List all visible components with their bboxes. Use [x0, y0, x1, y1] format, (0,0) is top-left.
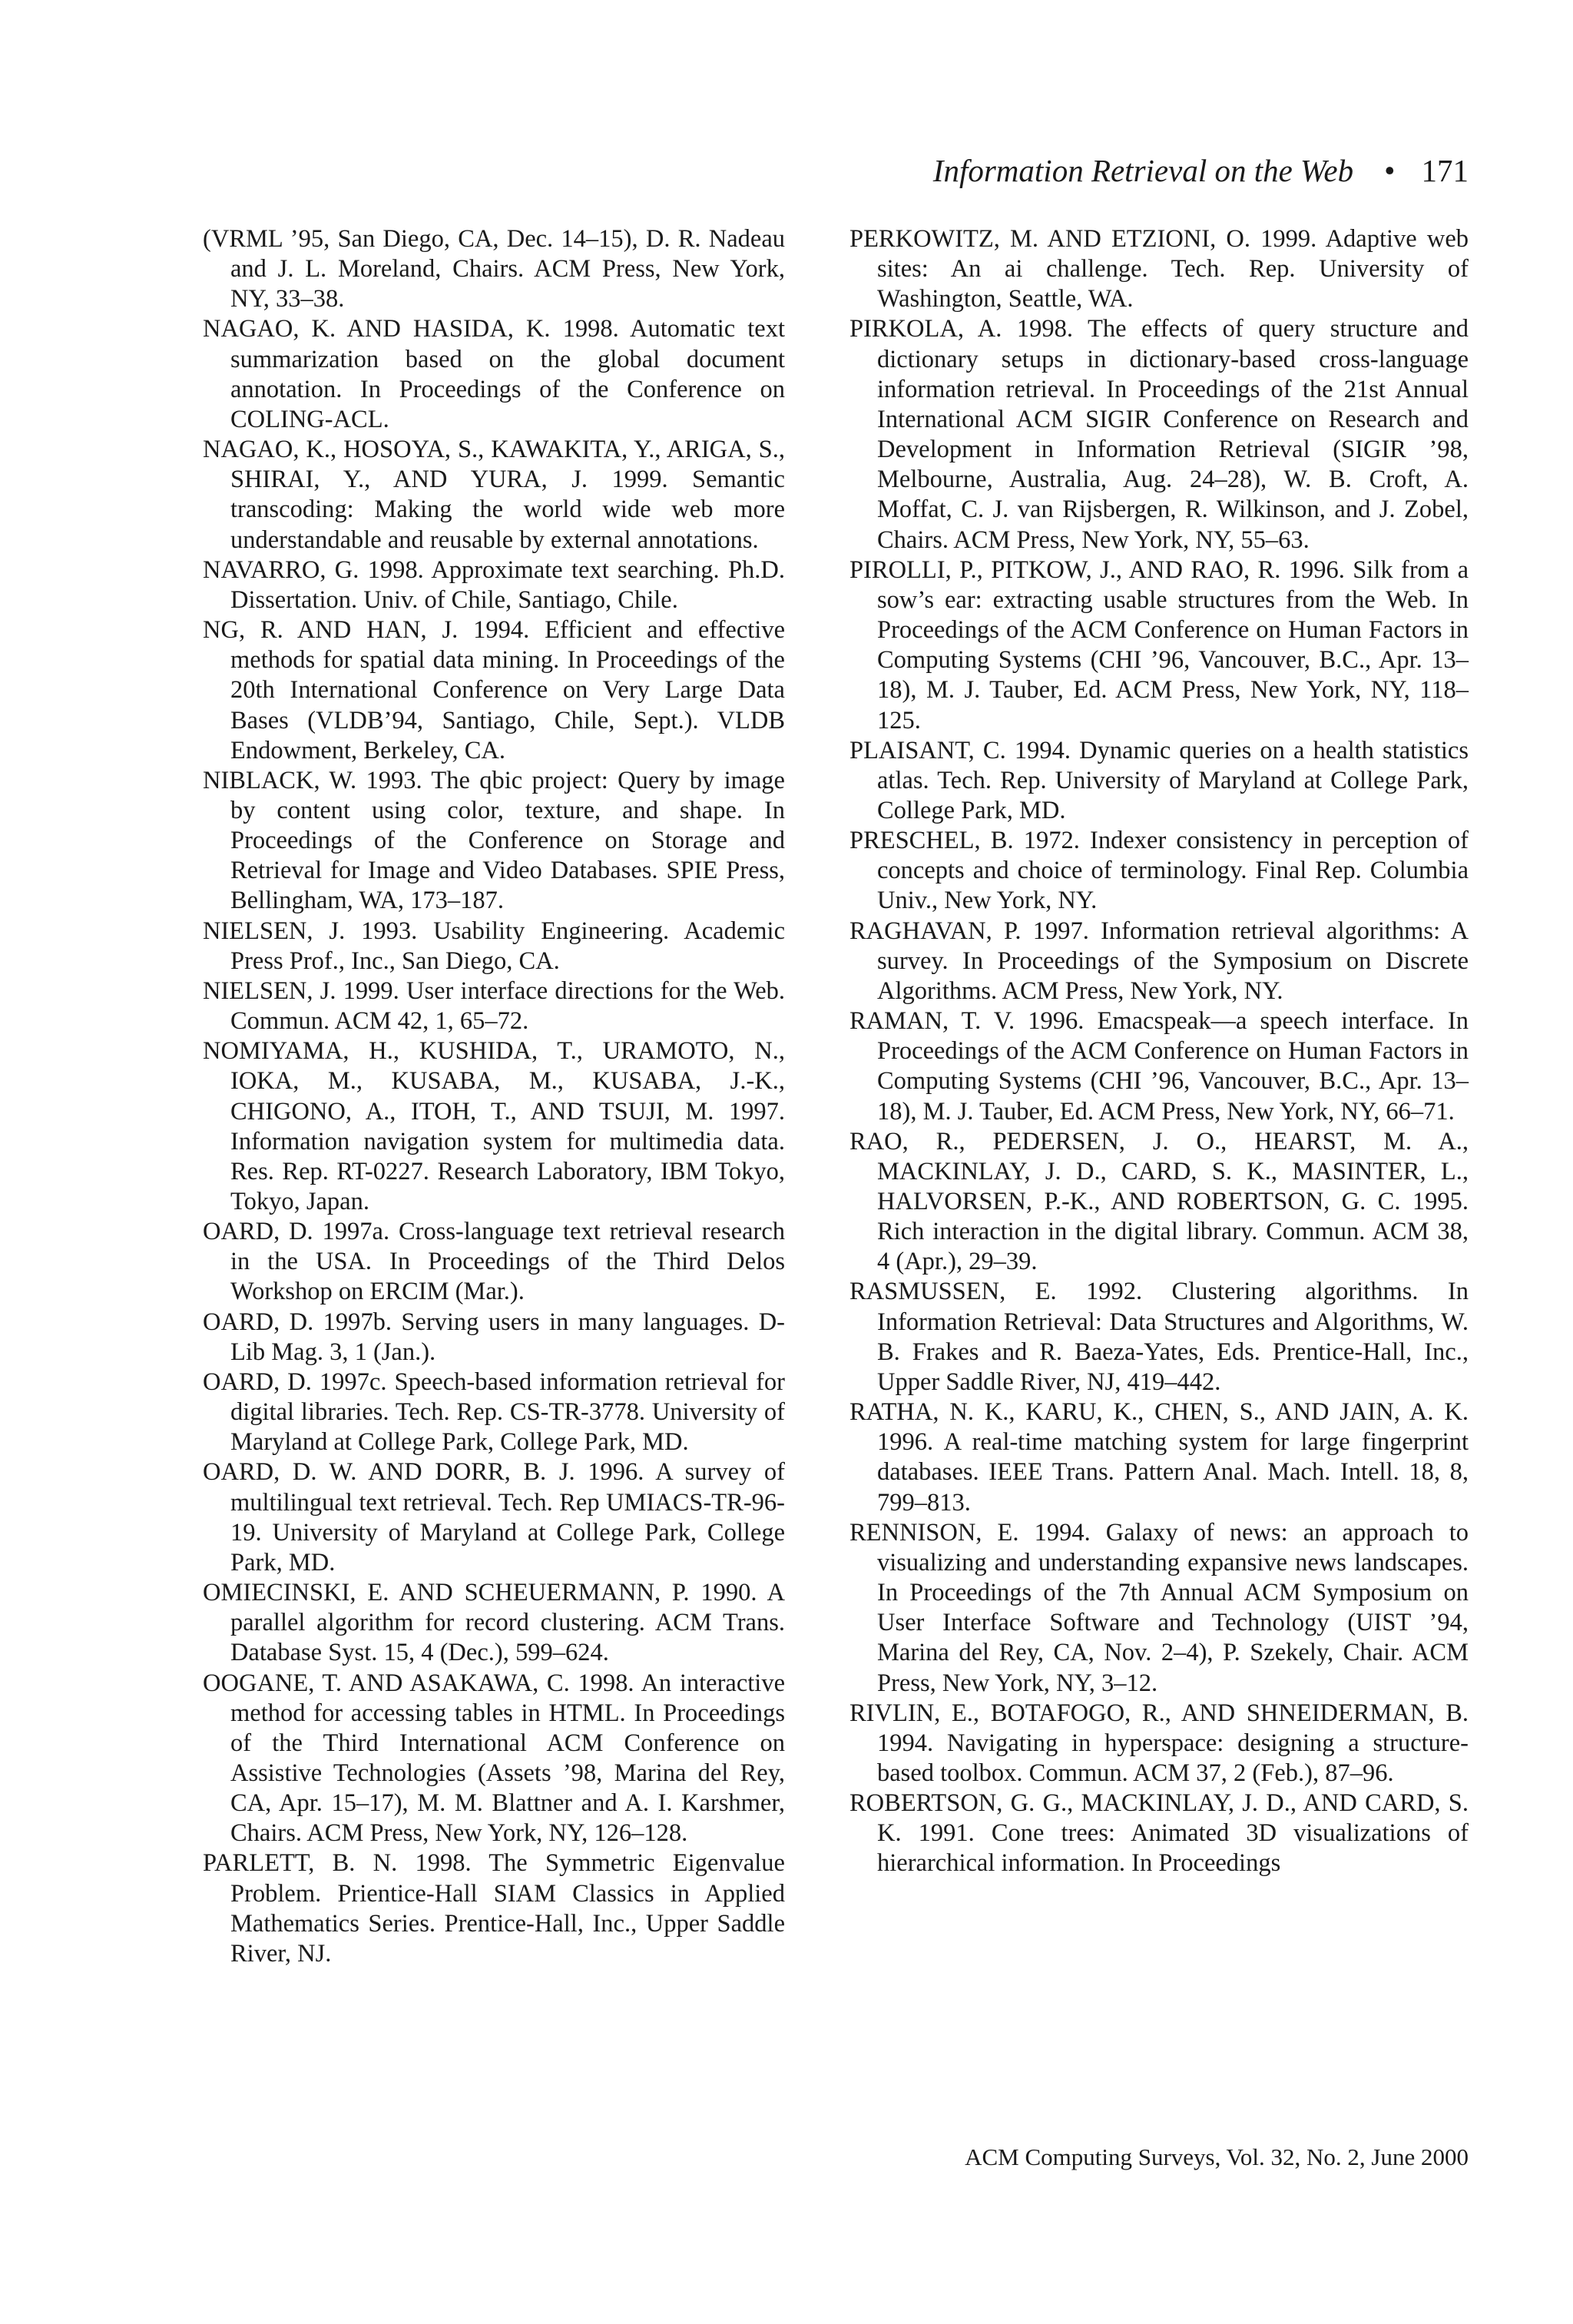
reference-entry: RATHA, N. K., KARU, K., CHEN, S., AND JAIN, A. K. 1996. A real-time matching system for large fingerprint databases. IEEE Trans. Pattern Anal. Mach. Intell. 18, 8, 799–813.: [849, 1398, 1469, 1517]
reference-entry: NAGAO, K. AND HASIDA, K. 1998. Automatic text summarization based on the global document annotation. In Proceedings of the Conference on COLING-ACL.: [203, 315, 785, 433]
reference-entry: OARD, D. W. AND DORR, B. J. 1996. A survey of multilingual text retrieval. Tech. Rep UMIACS-TR-96-19. University of Maryland at College Park, College Park, MD.: [203, 1458, 785, 1576]
reference-entry: RAGHAVAN, P. 1997. Information retrieval algorithms: A survey. In Proceedings of the Symposium on Discrete Algorithms. ACM Press, New York, NY.: [849, 917, 1469, 1005]
right-reference-column: [849, 224, 1469, 1879]
reference-entry: PLAISANT, C. 1994. Dynamic queries on a health statistics atlas. Tech. Rep. University of Maryland at College Park, College Park, MD.: [849, 736, 1469, 824]
reference-entry: OOGANE, T. AND ASAKAWA, C. 1998. An interactive method for accessing tables in HTML. In Proceedings of the Third International ACM Conference on Assistive Technologies (Assets ’98, Marina del Rey, CA, Apr. 15–17), M. M. Blattner and A. I. Karshmer, Chairs. ACM Press, New York, NY, 126–128.: [203, 1669, 785, 1848]
reference-entry: RASMUSSEN, E. 1992. Clustering algorithms. In Information Retrieval: Data Structures and Algorithms, W. B. Frakes and R. Baeza-Yates, Eds. Prentice-Hall, Inc., Upper Saddle River, NJ, 419–442.: [849, 1278, 1469, 1396]
reference-entry: (VRML ’95, San Diego, CA, Dec. 14–15), D. R. Nadeau and J. L. Moreland, Chairs. ACM Press, New York, NY, 33–38.: [203, 225, 785, 313]
reference-entry: PARLETT, B. N. 1998. The Symmetric Eigenvalue Problem. Prientice-Hall SIAM Classics in Applied Mathematics Series. Prentice-Hall, Inc., Upper Saddle River, NJ.: [203, 1849, 785, 1968]
reference-entry: RAO, R., PEDERSEN, J. O., HEARST, M. A., MACKINLAY, J. D., CARD, S. K., MASINTER, L., HALVORSEN, P.-K., AND ROBERTSON, G. C. 1995. Rich interaction in the digital library. Commun. ACM 38, 4 (Apr.), 29–39.: [849, 1127, 1469, 1276]
running-head-title: Information Retrieval on the Web: [932, 153, 1354, 188]
reference-entry: ROBERTSON, G. G., MACKINLAY, J. D., AND CARD, S. K. 1991. Cone trees: Animated 3D visualizations of hierarchical information. In Proceedings: [849, 1789, 1469, 1878]
reference-entry: NIBLACK, W. 1993. The qbic project: Query by image by content using color, texture, and shape. In Proceedings of the Conference on Storage and Retrieval for Image and Video Databases. SPIE Press, Bellingham, WA, 173–187.: [203, 766, 785, 915]
reference-entry: NIELSEN, J. 1993. Usability Engineering. Academic Press Prof., Inc., San Diego, CA.: [203, 917, 785, 975]
reference-entry: PRESCHEL, B. 1972. Indexer consistency in perception of concepts and choice of terminology. Final Rep. Columbia Univ., New York, NY.: [849, 827, 1469, 915]
reference-entry: NG, R. AND HAN, J. 1994. Efficient and effective methods for spatial data mining. In Proceedings of the 20th International Conference on Very Large Data Bases (VLDB’94, Santiago, Chile, Sept.). VLDB Endowment, Berkeley, CA.: [203, 616, 785, 764]
reference-entry: NIELSEN, J. 1999. User interface directions for the Web. Commun. ACM 42, 1, 65–72.: [203, 976, 785, 1036]
reference-entry: RAMAN, T. V. 1996. Emacspeak—a speech interface. In Proceedings of the ACM Conference on Human Factors in Computing Systems (CHI ’96, Vancouver, B.C., Apr. 13–18), M. J. Tauber, Ed. ACM Press, New York, NY, 66–71.: [849, 1007, 1469, 1126]
reference-entry: PIROLLI, P., PITKOW, J., AND RAO, R. 1996. Silk from a sow’s ear: extracting usable structures from the Web. In Proceedings of the ACM Conference on Human Factors in Computing Systems (CHI ’96, Vancouver, B.C., Apr. 13–18), M. J. Tauber, Ed. ACM Press, New York, NY, 118–125.: [849, 555, 1469, 734]
page-number: 171: [1421, 153, 1469, 188]
reference-entry: PERKOWITZ, M. AND ETZIONI, O. 1999. Adaptive web sites: An ai challenge. Tech. Rep. University of Washington, Seattle, WA.: [849, 225, 1469, 313]
reference-entry: NOMIYAMA, H., KUSHIDA, T., URAMOTO, N., IOKA, M., KUSABA, M., KUSABA, J.-K., CHIGONO, A., ITOH, T., AND TSUJI, M. 1997. Information navigation system for multimedia data. Res. Rep. RT-0227. Research Laboratory, IBM Tokyo, Tokyo, Japan.: [203, 1037, 785, 1215]
reference-entry: NAGAO, K., HOSOYA, S., KAWAKITA, Y., ARIGA, S., SHIRAI, Y., AND YURA, J. 1999. Semantic transcoding: Making the world wide web more understandable and reusable by external annotations.: [203, 436, 785, 554]
reference-entry: NAVARRO, G. 1998. Approximate text searching. Ph.D. Dissertation. Univ. of Chile, Santiago, Chile.: [203, 555, 785, 614]
reference-entry: RENNISON, E. 1994. Galaxy of news: an approach to visualizing and understanding expansive news landscapes. In Proceedings of the 7th Annual ACM Symposium on User Interface Software and Technology (UIST ’94, Marina del Rey, CA, Nov. 2–4), P. Szekely, Chair. ACM Press, New York, NY, 3–12.: [849, 1518, 1469, 1697]
journal-footer: ACM Computing Surveys, Vol. 32, No. 2, June 2000: [965, 2143, 1469, 2170]
reference-entry: OMIECINSKI, E. AND SCHEUERMANN, P. 1990. A parallel algorithm for record clustering. ACM Trans. Database Syst. 15, 4 (Dec.), 599–624.: [203, 1579, 785, 1667]
reference-entry: OARD, D. 1997b. Serving users in many languages. D-Lib Mag. 3, 1 (Jan.).: [203, 1308, 785, 1366]
running-head-bullet: •: [1384, 153, 1396, 188]
reference-entry: PIRKOLA, A. 1998. The effects of query structure and dictionary setups in dictionary-based cross-language information retrieval. In Proceedings of the 21st Annual International ACM SIGIR Conference on Research and Development in Information Retrieval (SIGIR ’98, Melbourne, Australia, Aug. 24–28), W. B. Croft, A. Moffat, C. J. van Rijsbergen, R. Wilkinson, and J. Zobel, Chairs. ACM Press, New York, NY, 55–63.: [849, 315, 1469, 554]
reference-entry: RIVLIN, E., BOTAFOGO, R., AND SHNEIDERMAN, B. 1994. Navigating in hyperspace: designing a structure-based toolbox. Commun. ACM 37, 2 (Feb.), 87–96.: [849, 1699, 1469, 1787]
reference-entry: OARD, D. 1997c. Speech-based information retrieval for digital libraries. Tech. Rep. CS-TR-3778. University of Maryland at College Park, College Park, MD.: [203, 1368, 785, 1457]
running-head: [0, 151, 1469, 191]
reference-entry: OARD, D. 1997a. Cross-language text retrieval research in the USA. In Proceedings of the Third Delos Workshop on ERCIM (Mar.).: [203, 1218, 785, 1306]
left-reference-column: [203, 224, 785, 1969]
